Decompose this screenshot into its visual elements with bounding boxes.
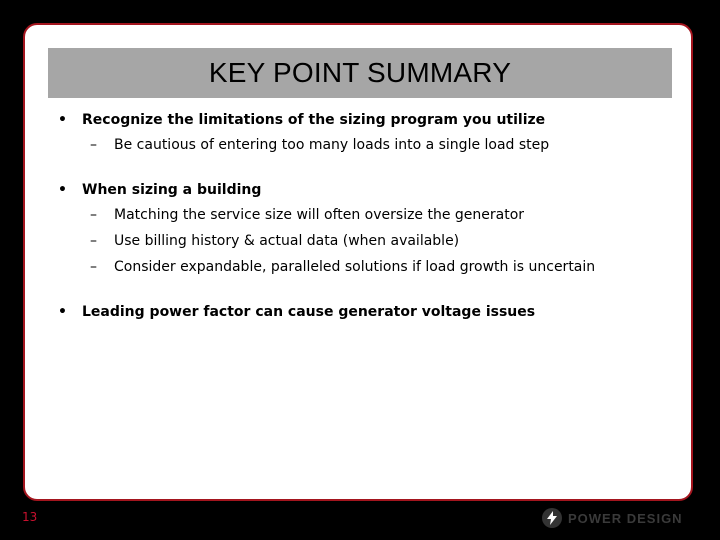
dash-marker: – — [90, 137, 97, 153]
bullet-item — [58, 304, 678, 320]
bullet-text: Recognize the limitations of the sizing program you utilize — [82, 112, 546, 128]
page-number: 13 — [22, 510, 38, 524]
bullet-group-2 — [58, 182, 678, 280]
bullet-item — [58, 182, 678, 198]
bullet-text: When sizing a building — [82, 182, 262, 198]
dash-marker: – — [90, 207, 97, 223]
bullet-group-3 — [58, 304, 678, 320]
title-bar — [48, 48, 672, 98]
sub-item-text: Be cautious of entering too many loads into a single load step — [114, 137, 550, 153]
sub-list — [90, 132, 678, 158]
sub-list — [90, 202, 678, 280]
sub-item — [90, 254, 678, 280]
dash-marker: – — [90, 259, 97, 275]
sub-item — [90, 202, 678, 228]
logo-text: POWER DESIGN — [568, 510, 683, 526]
bullet-marker: • — [58, 182, 67, 198]
bullet-item — [58, 112, 678, 128]
sub-item-text: Use billing history & actual data (when available) — [114, 233, 460, 249]
sub-item — [90, 132, 678, 158]
bullet-marker: • — [58, 304, 67, 320]
bullet-group-1 — [58, 112, 678, 158]
sub-item-text: Consider expandable, paralleled solutions if load growth is uncertain — [114, 259, 596, 275]
dash-marker: – — [90, 233, 97, 249]
bullet-list — [58, 112, 678, 344]
sub-item — [90, 228, 678, 254]
slide-title: KEY POINT SUMMARY — [208, 57, 512, 88]
sub-item-text: Matching the service size will often oversize the generator — [114, 207, 525, 223]
company-logo — [542, 508, 683, 528]
bullet-text: Leading power factor can cause generator voltage issues — [82, 304, 536, 320]
bullet-marker: • — [58, 112, 67, 128]
power-bolt-icon — [542, 508, 562, 528]
